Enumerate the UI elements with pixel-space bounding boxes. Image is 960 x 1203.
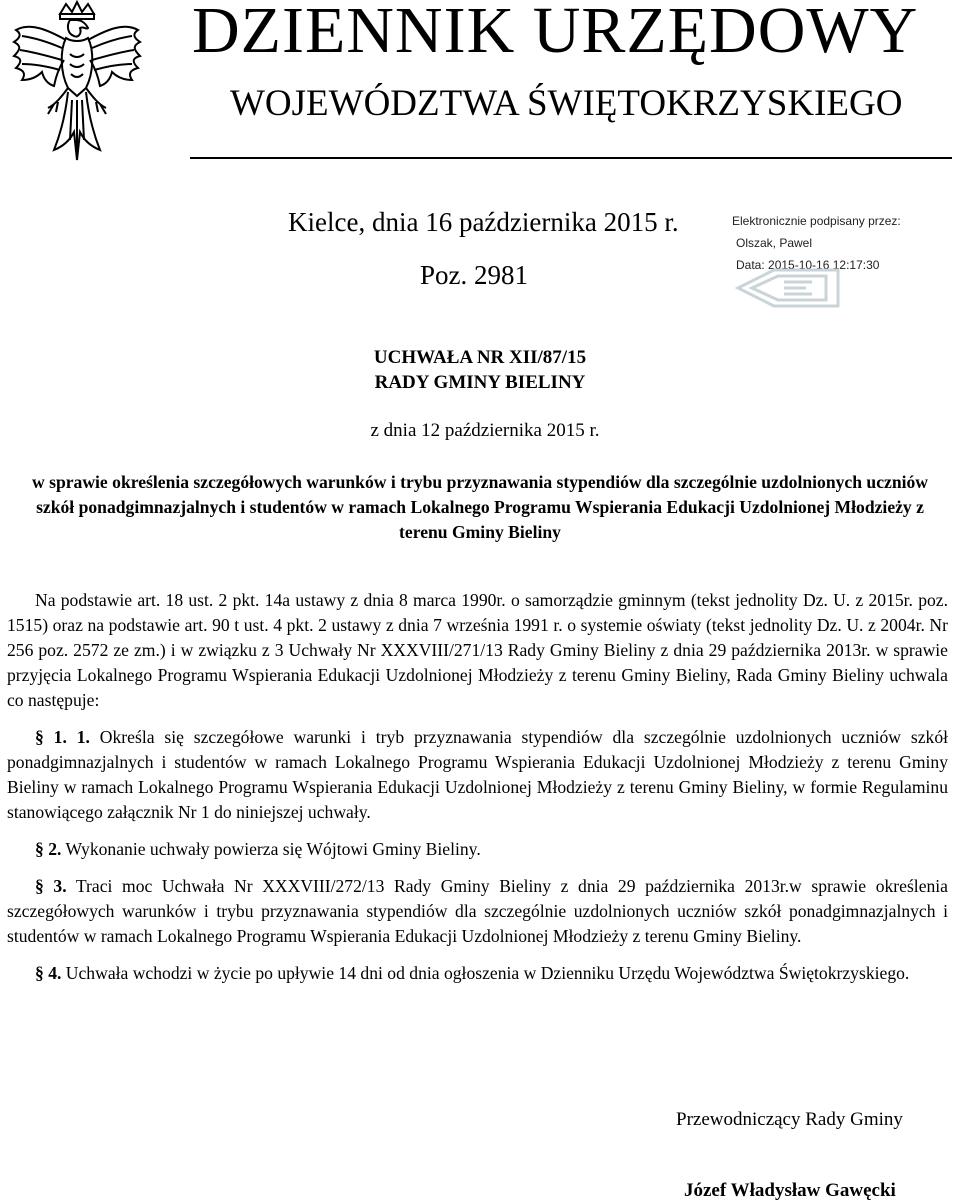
section-4 <box>7 961 948 986</box>
preamble: Na podstawie art. 18 ust. 2 pkt. 14a ustawy z dnia 8 marca 1990r. o samorządzie gminnym (tekst jednolity Dz. U. z 2015r. poz. 1515) oraz na podstawie art. 90 t ust. 4 pkt. 2 ustawy z dnia 7 września 1991 r. o systemie oświaty (tekst jednolity Dz. U. z 2004r. Nr 256 poz. 2572 ze zm.) i w związku z 3 Uchwały Nr XXXVIII/271/13 Rady Gminy Bieliny z dnia 29 października 2013r. w sprawie przyjęcia Lokalnego Programu Wspierania Edukacji Uzdolnionej Młodzieży z terenu Gminy Bieliny, Rada Gminy Bieliny uchwala co następuje: <box>7 590 948 710</box>
resolution-date: z dnia 12 października 2015 r. <box>370 420 600 441</box>
header-divider <box>190 157 952 159</box>
section-label: § 4. <box>35 963 62 983</box>
signature-caption: Elektronicznie podpisany przez: <box>732 214 901 228</box>
resolution-number: UCHWAŁA NR XII/87/15 <box>373 347 587 368</box>
section-label: § 2. <box>35 839 62 859</box>
section-text: Określa się szczegółowe warunki i tryb przyznawania stypendiów dla szczególnie uzdolnionych uczniów szkół ponadgimnazjalnych i studentów w ramach Lokalnego Programu Wspierania Edukacji Uzdolnionej Młodzieży z terenu Gminy Bieliny w ramach Lokalnego Programu Wspierania Edukacji Uzdolnionej Młodzieży z terenu Gminy Bieliny, w formie Regulaminu stanowiącego załącznik Nr 1 do niniejszej uchwały. <box>7 727 949 822</box>
journal-title: DZIENNIK URZĘDOWY <box>192 0 919 67</box>
signer-name: Józef Władysław Gawęcki <box>684 1180 896 1201</box>
electronic-signature[interactable] <box>732 210 957 305</box>
section-text: Wykonanie uchwały powierza się Wójtowi Gminy Bieliny. <box>65 839 481 859</box>
e-signature-logo <box>734 266 842 310</box>
section-text: Traci moc Uchwała Nr XXXVIII/272/13 Rady Gminy Bieliny z dnia 29 października 2013r.w sprawie określenia szczegółowych warunków i trybu przyznawania stypendiów dla szczególnie uzdolnionych uczniów szkół ponadgimnazjalnych i studentów w ramach Lokalnego Programu Wspierania Edukacji Uzdolnionej Młodzieży z terenu Gminy Bieliny. <box>7 876 948 946</box>
resolution-title <box>0 345 960 395</box>
signer-role: Przewodniczący Rady Gminy <box>676 1109 903 1130</box>
place-date: Kielce, dnia 16 października 2015 r. <box>288 207 679 237</box>
section-2 <box>7 837 948 862</box>
signer-name-digital: Olszak, Pawel <box>736 236 813 250</box>
signature-date: Data: 2015-10-16 12:17:30 <box>736 258 880 272</box>
resolution-council: RADY GMINY BIELINY <box>374 372 586 393</box>
section-text: Uchwała wchodzi w życie po upływie 14 dni od dnia ogłoszenia w Dzienniku Urzędu Województwa Świętokrzyskiego. <box>65 963 910 983</box>
resolution-body <box>7 588 948 986</box>
section-label: § 3. <box>35 876 67 896</box>
section-3 <box>7 874 948 949</box>
section-label: § 1. 1. <box>35 727 90 747</box>
polish-eagle-emblem <box>8 0 146 165</box>
position-number: Poz. 2981 <box>420 260 528 290</box>
section-1 <box>7 725 948 825</box>
journal-subtitle: WOJEWÓDZTWA ŚWIĘTOKRZYSKIEGO <box>230 83 903 124</box>
resolution-subject: w sprawie określenia szczegółowych warunków i trybu przyznawania stypendiów dla szczególnie uzdolnionych uczniów szkół ponadgimnazjalnych i studentów w ramach Lokalnego Programu Wspierania Edukacji Uzdolnionej Młodzieży z terenu Gminy Bieliny <box>32 472 928 542</box>
